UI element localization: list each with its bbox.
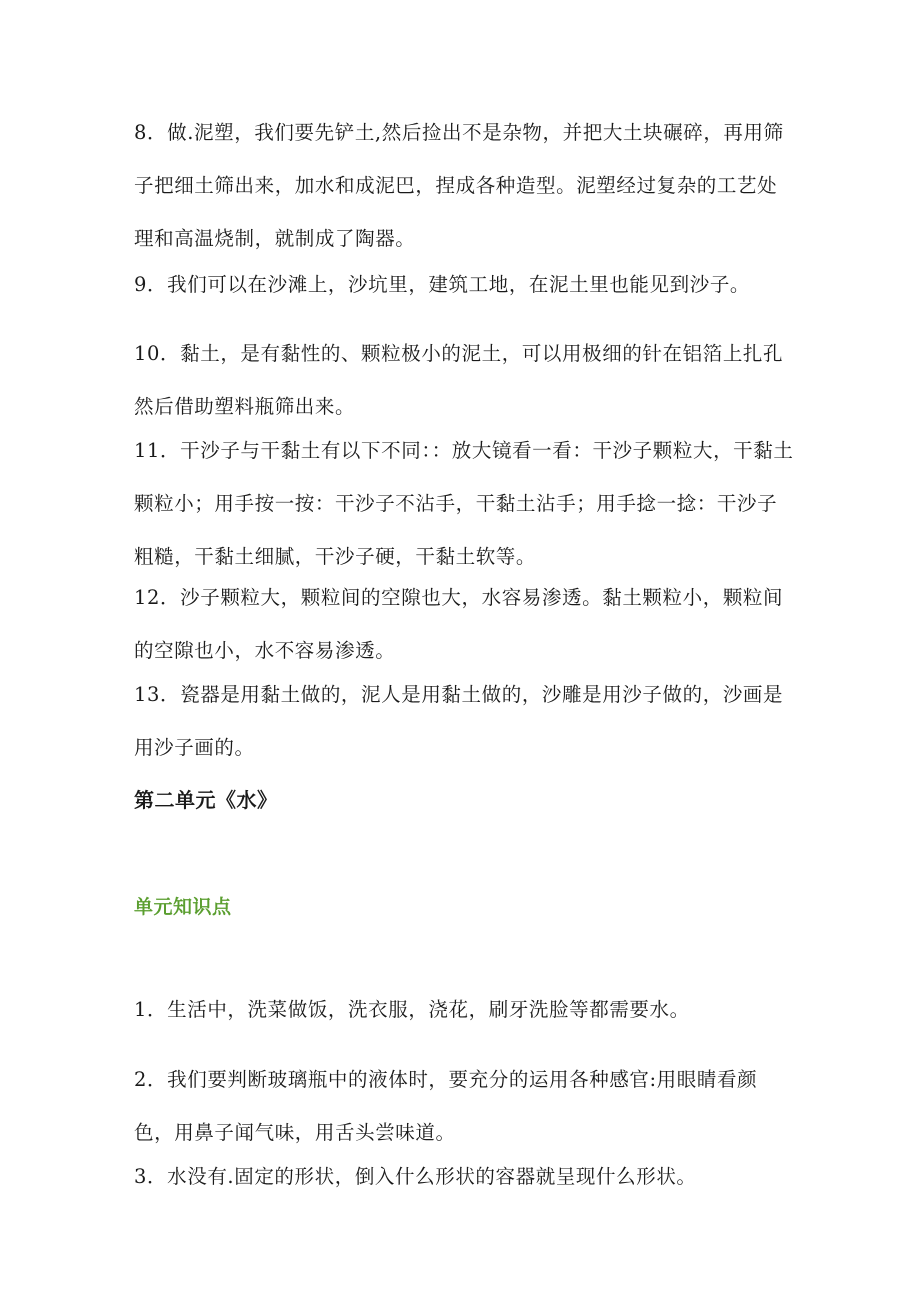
- list-item: [134, 1150, 794, 1203]
- item-number: 12: [134, 586, 161, 609]
- item-text: ．瓷器是用黏土做的，泥人是用黏土做的，沙雕是用沙子做的，沙画是用沙子画的。: [134, 683, 784, 759]
- list-item: [134, 571, 794, 677]
- item-text: ．干沙子与干黏土有以下不同：：放大镜看一看：干沙子颗粒大，干黏土颗粒小；用手按一按：干沙子不沾手，干黏土沾手；用手捻一捻：干沙子粗糙，干黏土细腻，干沙子硬，干黏土软等。: [134, 439, 794, 568]
- item-number: 8: [134, 121, 148, 144]
- item-number: 1: [134, 998, 148, 1021]
- list-item: [134, 424, 794, 583]
- item-text: ．水没有.固定的形状，倒入什么形状的容器就呈现什么形状。: [147, 1165, 697, 1188]
- item-number: 2: [134, 1068, 148, 1091]
- list-item: [134, 106, 794, 265]
- item-text: ．做.泥塑，我们要先铲土,然后捡出不是杂物，并把大土块碾碎，再用筛子把细土筛出来，加水和成泥巴，捏成各种造型。泥塑经过复杂的工艺处理和高温烧制，就制成了陶器。: [134, 121, 784, 250]
- list-item: [134, 1053, 794, 1159]
- list-item: [134, 258, 794, 311]
- list-item: [134, 983, 794, 1036]
- item-text: ．我们可以在沙滩上，沙坑里，建筑工地，在泥土里也能见到沙子。: [147, 273, 751, 296]
- item-number: 10: [134, 342, 161, 365]
- list-item: [134, 327, 794, 433]
- list-item: [134, 668, 794, 774]
- item-number: 13: [134, 683, 161, 706]
- item-text: ．我们要判断玻璃瓶中的液体时，要充分的运用各种感官:用眼睛看颜色，用鼻子闻气味，用舌头尝味道。: [134, 1068, 758, 1144]
- item-text: ．生活中，洗菜做饭，洗衣服，浇花，刷牙洗脸等都需要水。: [147, 998, 690, 1021]
- item-number: 11: [134, 439, 161, 462]
- section-title: 单元知识点: [134, 896, 232, 918]
- unit-title: 第二单元《水》: [134, 788, 278, 812]
- item-text: ．沙子颗粒大，颗粒间的空隙也大，水容易渗透。黏土颗粒小，颗粒间的空隙也小，水不容易渗透。: [134, 586, 784, 662]
- item-number: 3: [134, 1165, 148, 1188]
- item-text: ．黏土，是有黏性的、颗粒极小的泥土，可以用极细的针在铝箔上扎孔然后借助塑料瓶筛出来。: [134, 342, 784, 418]
- item-number: 9: [134, 273, 148, 296]
